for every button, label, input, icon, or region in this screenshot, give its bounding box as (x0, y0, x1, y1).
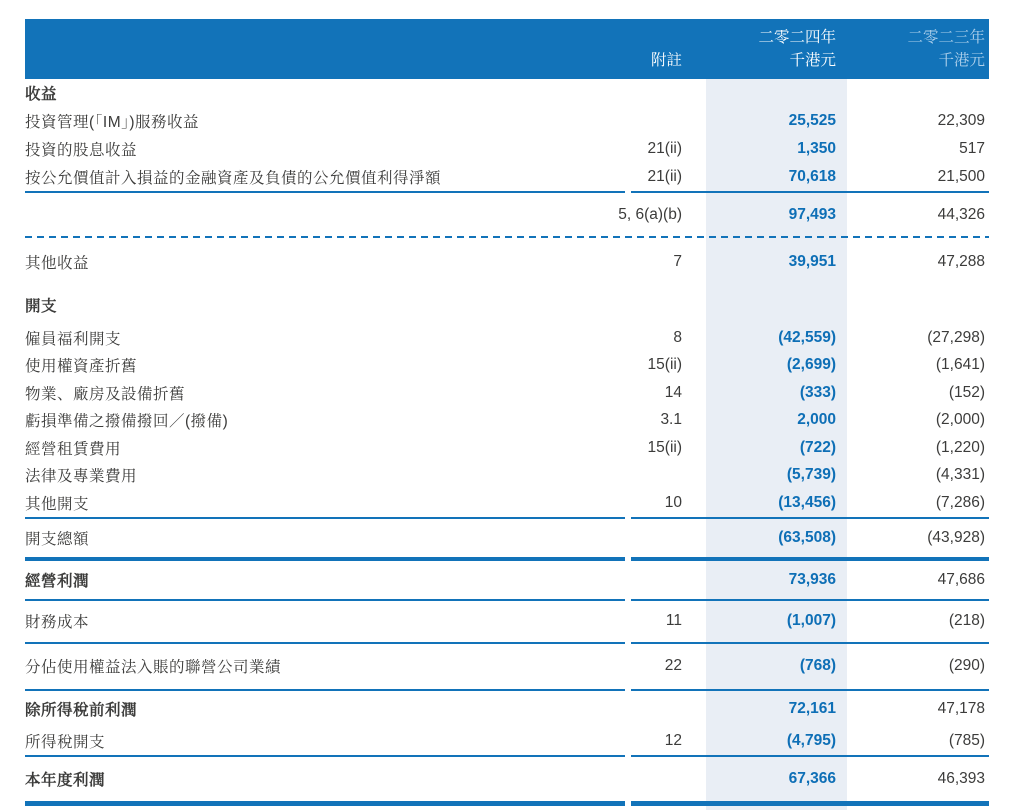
header-note-column: 附註 (650, 52, 682, 69)
row-note: 8 (673, 328, 682, 346)
header-column-2023 (847, 26, 989, 72)
table-row (25, 489, 989, 517)
table-row (25, 352, 989, 380)
rule-right-segment (631, 801, 989, 806)
row-label: 分佔使用權益法入賬的聯營公司業績 (25, 659, 282, 676)
table-row (25, 135, 989, 163)
rule-thin (25, 599, 989, 601)
row-label: 除所得稅前利潤 (25, 702, 138, 719)
row-note: 15(ii) (647, 356, 682, 374)
row-label: 所得稅開支 (25, 734, 106, 752)
row-note: 11 (665, 612, 682, 629)
row-label: 投資的股息收益 (25, 142, 138, 159)
row-note: 10 (664, 493, 682, 511)
row-value-2023: (1,220) (935, 438, 985, 456)
table-row (25, 379, 989, 407)
rule-right-segment (631, 599, 989, 601)
row-value-2024: (722) (799, 438, 836, 456)
rule-thin (25, 755, 989, 757)
table-row (25, 193, 989, 236)
row-value-2023: (27,298) (927, 328, 985, 346)
row-note: 21(ii) (647, 168, 682, 185)
row-value-2023: (4,331) (935, 466, 985, 484)
row-value-2023: (152) (948, 383, 985, 401)
row-value-2024: 1,350 (797, 140, 836, 157)
rule-left-segment (25, 191, 625, 193)
table-row (25, 324, 989, 352)
rule-thick (25, 557, 989, 561)
rule-left-segment (25, 689, 625, 691)
table-row (25, 691, 989, 728)
table-row (25, 286, 989, 324)
row-value-2023: 46,393 (937, 770, 985, 787)
rule-left-segment (25, 642, 625, 644)
header-unit-2024: 千港元 (789, 52, 836, 69)
table-rows (25, 79, 989, 806)
row-value-2023: 22,309 (937, 112, 985, 129)
row-value-2023: 44,326 (937, 205, 985, 223)
rule-left-segment (25, 557, 625, 561)
row-value-2024: 72,161 (788, 700, 836, 717)
row-label: 經營利潤 (25, 572, 90, 590)
table-row (25, 163, 989, 191)
rule-thin (25, 689, 989, 691)
rule-left-segment (25, 755, 625, 757)
row-value-2023: 21,500 (937, 168, 985, 185)
row-label: 按公允價值計入損益的金融資產及負債的公允價值利得淨額 (25, 170, 442, 187)
table-row (25, 462, 989, 490)
header-year-2023: 二零二三年 (907, 29, 985, 46)
table-row (25, 644, 989, 689)
row-value-2024: (42,559) (778, 328, 836, 346)
row-label: 本年度利潤 (25, 772, 106, 789)
rule-right-segment (631, 642, 989, 644)
row-label: 僱員福利開支 (25, 330, 122, 348)
row-value-2024: 97,493 (788, 205, 836, 223)
row-value-2023: (290) (948, 657, 985, 674)
row-note: 3.1 (660, 411, 682, 429)
table-row (25, 107, 989, 135)
table-row (25, 728, 989, 756)
row-label: 虧損準備之撥備撥回／(撥備) (25, 413, 229, 431)
row-note: 15(ii) (647, 438, 682, 456)
header-column-2024 (682, 26, 847, 72)
rule-left-segment (25, 517, 625, 519)
row-value-2024: 25,525 (788, 112, 836, 129)
row-label: 使用權資產折舊 (25, 358, 138, 376)
row-value-2023: (2,000) (935, 411, 985, 429)
rule-thin (25, 191, 989, 193)
row-value-2024: (63,508) (778, 528, 836, 546)
row-value-2023: (1,641) (935, 356, 985, 374)
row-value-2024: (13,456) (778, 493, 836, 511)
row-note: 21(ii) (647, 140, 682, 157)
rule-left-segment (25, 599, 625, 601)
header-year-2024: 二零二四年 (758, 29, 836, 46)
row-label: 物業、廠房及設備折舊 (25, 385, 186, 403)
table-row (25, 561, 989, 599)
row-value-2024: 2,000 (797, 411, 836, 429)
rule-right-segment (631, 517, 989, 519)
row-value-2023: 47,288 (937, 253, 985, 270)
row-value-2023: (7,286) (935, 493, 985, 511)
row-label: 經營租賃費用 (25, 440, 122, 458)
rule-right-segment (631, 689, 989, 691)
row-note: 7 (673, 253, 682, 270)
row-note: 22 (664, 657, 682, 674)
row-value-2024: (333) (799, 383, 836, 401)
row-label: 開支總額 (25, 530, 90, 548)
row-value-2023: 47,178 (937, 700, 985, 717)
rule-thin (25, 517, 989, 519)
row-value-2023: 517 (959, 140, 985, 157)
row-value-2023: 47,686 (937, 570, 985, 588)
row-value-2024: (1,007) (786, 612, 836, 629)
table-header (25, 19, 989, 79)
rule-bottom (25, 801, 989, 806)
row-value-2023: (218) (948, 612, 985, 629)
rule-thin (25, 642, 989, 644)
row-value-2024: (5,739) (786, 466, 836, 484)
table-row (25, 434, 989, 462)
row-value-2024: (768) (799, 657, 836, 674)
table-row (25, 757, 989, 801)
row-value-2024: (4,795) (786, 732, 836, 750)
row-value-2024: 70,618 (788, 168, 836, 185)
row-label: 投資管理(「IM」)服務收益 (25, 114, 200, 131)
row-value-2023: (785) (948, 732, 985, 750)
table-row (25, 601, 989, 642)
row-value-2023: (43,928) (927, 528, 985, 546)
table-row (25, 407, 989, 435)
row-label: 收益 (25, 86, 58, 103)
row-note: 12 (664, 732, 682, 750)
row-note: 14 (664, 383, 682, 401)
row-value-2024: (2,699) (786, 356, 836, 374)
rule-right-segment (631, 755, 989, 757)
header-unit-2023: 千港元 (938, 52, 985, 69)
rule-right-segment (631, 557, 989, 561)
row-value-2024: 67,366 (788, 770, 836, 787)
row-value-2024: 39,951 (788, 253, 836, 270)
row-label: 法律及專業費用 (25, 468, 138, 486)
row-label: 其他開支 (25, 495, 90, 513)
row-label: 開支 (25, 298, 58, 315)
rule-left-segment (25, 801, 625, 806)
table-row (25, 238, 989, 286)
row-label: 財務成本 (25, 614, 90, 631)
income-statement-sheet (25, 19, 989, 810)
table-row (25, 519, 989, 557)
table-row (25, 79, 989, 107)
row-label: 其他收益 (25, 255, 90, 272)
row-note: 5, 6(a)(b) (618, 205, 682, 223)
rule-right-segment (631, 191, 989, 193)
row-value-2024: 73,936 (788, 570, 836, 588)
